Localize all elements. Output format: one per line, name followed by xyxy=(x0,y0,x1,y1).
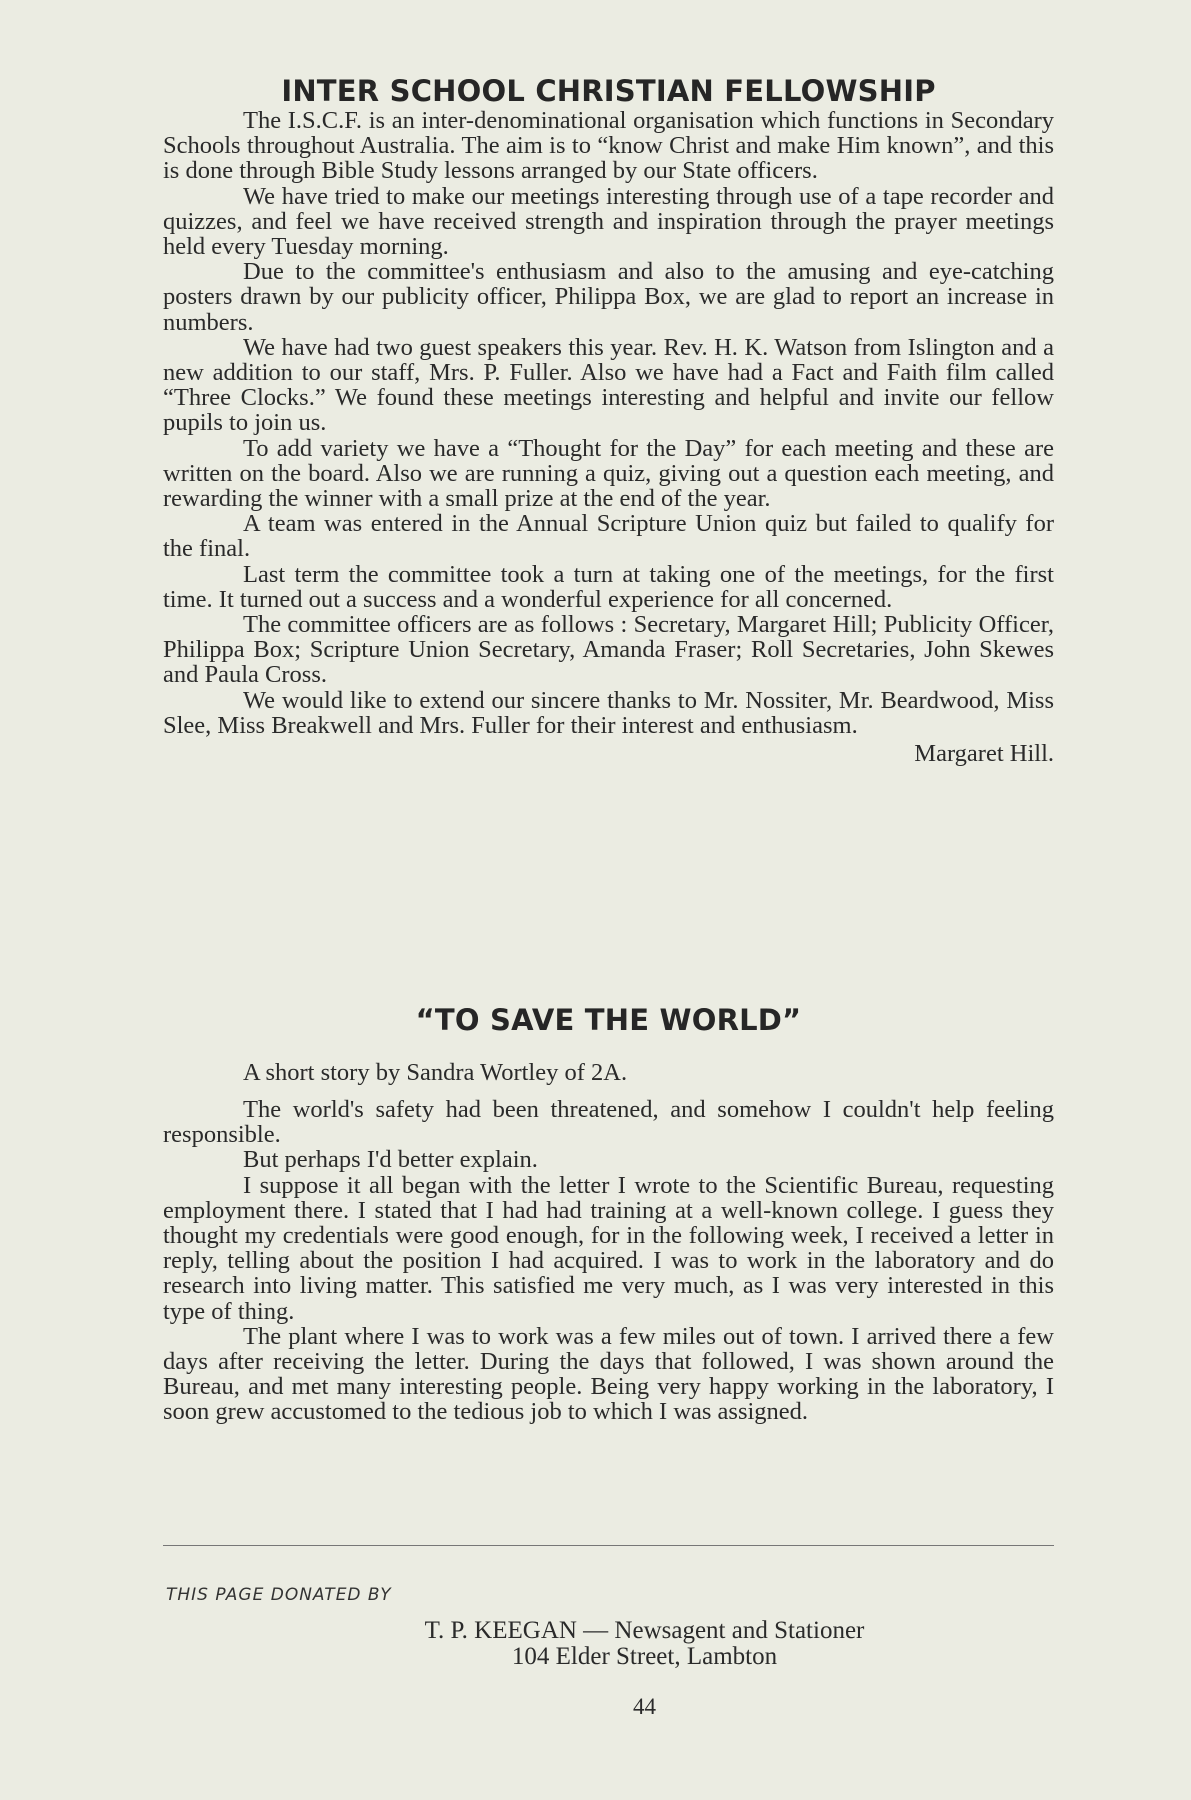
iscf-paragraph: The I.S.C.F. is an inter-denominational organisation which functions in Secondary Schools throughout Australia. The aim is to “know Christ and make Him known”, and this is done through Bible Study lessons arranged by our State officers. xyxy=(163,107,1054,185)
story-paragraph: The world's safety had been threatened, and somehow I couldn't help feeling responsible. xyxy=(163,1096,1054,1149)
iscf-paragraph: We have tried to make our meetings interesting through use of a tape recorder and quizzes, and feel we have received strength and inspiration through the prayer meetings held every Tuesday morning. xyxy=(163,182,1054,261)
story-paragraph: I suppose it all began with the letter I wrote to the Scientific Bureau, requesting employment there. I stated that I had had training at a well-known college. I guess they thought my credentials were good enough, for in the following week, I received a letter in reply, telling about the position I had acquired. I was to work in the laboratory and do research into living matter. This satisfied me very much, as I was very interested in this type of thing. xyxy=(163,1171,1054,1325)
donated-label: THIS PAGE DONATED BY xyxy=(166,1585,392,1605)
story-byline: A short story by Sandra Wortley of 2A. xyxy=(243,1059,628,1086)
donor-block xyxy=(163,1618,1126,1670)
iscf-paragraph: We have had two guest speakers this year. Rev. H. K. Watson from Islington and a new addition to our staff, Mrs. P. Fuller. Also we have had a Fact and Faith film called “Three Clocks.” We found these meetings interesting and helpful and invite our fellow pupils to join us. xyxy=(163,333,1054,437)
iscf-body xyxy=(163,107,1054,768)
donor-name-line: T. P. KEEGAN — Newsagent and Stationer xyxy=(424,1617,865,1644)
story-article xyxy=(163,1003,1054,1425)
iscf-paragraph: Due to the committee's enthusiasm and also to the amusing and eye-catching posters drawn by our publicity officer, Philippa Box, we are glad to report an increase in numbers. xyxy=(163,258,1054,336)
iscf-paragraph: To add variety we have a “Thought for the Day” for each meeting and these are written on the board. Also we are running a quiz, giving out a question each meeting, and rewarding the winner with a small prize at the end of the year. xyxy=(163,434,1054,513)
footer-divider xyxy=(163,1545,1054,1546)
story-paragraph: The plant where I was to work was a few miles out of town. I arrived there a few days after receiving the letter. During the days that followed, I was shown around the Bureau, and met many interesting people. Being very happy working in the laboratory, I soon grew accustomed to the tedious job to which I was assigned. xyxy=(163,1322,1054,1426)
iscf-title: INTER SCHOOL CHRISTIAN FELLOWSHIP xyxy=(281,74,936,108)
iscf-paragraph: We would like to extend our sincere thanks to Mr. Nossiter, Mr. Beardwood, Miss Slee, Miss Breakwell and Mrs. Fuller for their interest and enthusiasm. xyxy=(163,686,1054,739)
donor-address-line: 104 Elder Street, Lambton xyxy=(511,1643,778,1670)
iscf-paragraph: A team was entered in the Annual Scripture Union quiz but failed to qualify for the final. xyxy=(163,510,1054,563)
iscf-article xyxy=(163,74,1054,768)
story-title: “TO SAVE THE WORLD” xyxy=(415,1003,802,1037)
iscf-signature: Margaret Hill. xyxy=(914,740,1054,768)
iscf-paragraph: Last term the committee took a turn at taking one of the meetings, for the first time. It turned out a success and a wonderful experience for all concerned. xyxy=(163,560,1054,613)
story-paragraph: But perhaps I'd better explain. xyxy=(243,1146,538,1174)
iscf-paragraph: The committee officers are as follows : Secretary, Margaret Hill; Publicity Officer, Philippa Box; Scripture Union Secretary, Amanda Fraser; Roll Secretaries, John Skewes and Paula Cross. xyxy=(163,611,1054,689)
page-number: 44 xyxy=(633,1694,656,1719)
